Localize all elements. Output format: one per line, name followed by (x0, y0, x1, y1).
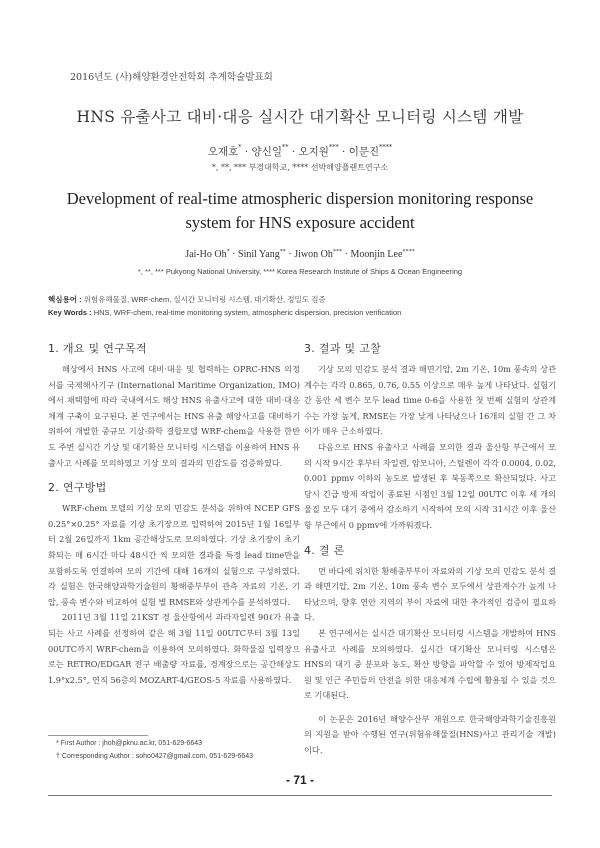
conference-header: 2016년도 (사)해양환경안전학회 추계학술발표회 (70, 72, 273, 83)
author-separator: · (285, 249, 295, 260)
author-mark: * (226, 247, 230, 255)
author-mark: *** (332, 247, 343, 255)
section-heading: 1. 개요 및 연구목적 (48, 342, 147, 355)
title-korean: HNS 유출사고 대비·대응 실시간 대기확산 모니터링 시스템 개발 (76, 108, 524, 126)
footnote-first-author: * First Author : jhoh@pknu.ac.kr, 051-629-6643 (56, 740, 203, 747)
author-name: Jai-Ho Oh (185, 249, 227, 260)
keywords-korean (48, 294, 326, 305)
paragraph: 기상 모의 민감도 분석 결과 해면기압, 2m 기온, 10m 풍속의 상관계수는 각각 0.865, 0.76, 0.55 이상으로 매우 높게 나타났다. 실험기간 동안 세 변수 모두 lead time 0-6을 사용한 첫 번째 실험의 상관계수는 가장 높게, RMSE는 가장 낮게 나타났으나 16개의 실험 간 그 차이가 매우 근소하였다. (304, 364, 556, 437)
paragraph: WRF-chem 모델의 기상 모의 민감도 분석을 위하여 NCEP GFS 0.25°×0.25° 자료를 기상 초기장으로 입력하여 2015년 1월 16일부터 2월 26일까지 1km 공간해상도로 모의하였다. 기상 초기장이 초기화되는 매 6시간 마다 48시간 씩 모의한 결과를 특정 lead time만을 포함하도록 연결하여 모의 기간에 대해 16개의 실험으로 구성하였다. 각 실험은 한국해양과학기술원의 황해중부부이 관측 자료의 기온, 기압, 풍속 변수와 비교하여 실험 별 RMSE와 상관계수를 분석하였다. (48, 503, 300, 607)
author-name: 오지원 (298, 146, 329, 158)
page-number: - 71 - (285, 773, 314, 787)
title-english: Development of real-time atmospheric dispersion monitoring response system for HNS exposure accident (66, 189, 534, 232)
section-heading: 2. 연구방법 (48, 481, 107, 495)
author-name: Sinil Yang (238, 249, 280, 260)
right-column (304, 340, 556, 759)
author-separator: · (229, 249, 239, 260)
author-name: Moonjin Lee (350, 249, 403, 260)
author-name: 이문진 (348, 146, 380, 158)
author-separator: · (241, 146, 252, 158)
keywords-label: 핵심용어 : (48, 295, 82, 304)
acknowledgement: 이 논문은 2016년 해양수산부 재원으로 한국해양과학기술진흥원의 지원을 받아 수행된 연구(위험유해물질(HNS)사고 관리기술 개발)이다. (304, 713, 556, 756)
author-mark: ** (279, 247, 286, 255)
author-separator: · (288, 146, 299, 158)
affiliation-english: *, **, *** Pukyong National University, **** Korea Research Institute of Ships & Ocean Engineering (137, 267, 463, 276)
author-mark: *** (328, 142, 339, 151)
author-separator: · (342, 249, 351, 260)
authors-english (0, 249, 600, 260)
keywords-label: Key Words : (48, 308, 92, 317)
author-mark: **** (402, 247, 415, 255)
section-heading: 3. 결과 및 고찰 (304, 342, 382, 355)
footnote-corresponding-author: † Corresponding Author : soho0427@gmail.com, 051-629-6643 (56, 753, 254, 760)
author-mark: ** (281, 142, 289, 151)
section-heading: 4. 결 론 (304, 543, 345, 557)
keywords-english (48, 308, 401, 317)
left-column (48, 340, 300, 688)
paragraph: 본 연구에서는 실시간 대기확산 모니터링 시스템을 개발하여 HNS 유출사고 사례를 모의하였다. 실시간 대기확산 모니터링 시스템은 HNS의 대기 중 분포와 농도, 확산 방향을 파악할 수 있어 방제작업요원 및 인근 주민들의 안전을 위한 대응체계 수립에 활용될 수 있을 것으로 기대된다. (304, 627, 556, 701)
author-mark: **** (379, 142, 393, 151)
paragraph: 먼 바다에 위치한 황해중부부이 자료와의 기상 모의 민감도 분석 결과 해면기압, 2m 기온, 10m 풍속 변수 모두에서 상관계수가 높게 나타났으며, 향후 연안 지역의 부이 자료에 대한 추가적인 검증이 필요하다. (304, 565, 556, 623)
keywords-text: 위험유해물질, WRF-chem, 실시간 모니터링 시스템, 대기확산, 정밀도 검증 (81, 295, 326, 304)
author-name: 오재호 (207, 146, 239, 158)
authors-korean (0, 144, 600, 159)
paragraph: 다음으로 HNS 유출사고 사례를 모의한 결과 울산항 부근에서 모의 시작 9시간 후부터 자일렌, 암모니아, 스틸렌이 각각 0.0004, 0.02, 0.001 ppmv 이하의 농도로 발생된 후 북동쪽으로 확산되었다. 사고 당시 긴급 방제 작업이 종료된 시점인 3월 12일 00UTC 이후 세 개의 물질 모두 대기 중에서 감소하기 시작하여 모의 시작 31시간 이후 울산항 부근에서 0 ppmv에 가까워졌다. (304, 441, 557, 530)
author-mark: * (238, 142, 242, 151)
author-name: Jiwon Oh (294, 249, 333, 260)
author-name: 양신일 (251, 146, 282, 158)
affiliation-korean: *, **, *** 부경대학교, **** 선박해양플랜트연구소 (211, 163, 389, 172)
paragraph: 2011년 3월 11일 21KST 경 울산항에서 과라자일렌 90ℓ가 유출되는 사고 사례를 선정하여 같은 해 3월 11일 00UTC부터 3월 13일 00UTC까지 WRF-chem을 이용하여 모의하였다. 화학물질 입력장으로는 RETRO/EDGAR 전구 배출량 자료를, 경계장으로는 공간해상도 1.9°x2.5°, 연직 56층의 MOZART-4/GEOS-5 자료를 사용하였다. (48, 612, 300, 685)
paragraph: 해상에서 HNS 사고에 대비·대응 및 협력하는 OPRC-HNS 의정서를 국제해사기구 (International Maritime Organization, IMO)에서 채택함에 따라 국내에서도 해상 HNS 유출사고에 대한 대비·대응 체계 구축이 요구된다. 본 연구에서는 HNS 유출 해양사고를 대비하기 위하여 개발한 중규모 기상-화학 결합모델 WRF-chem을 사용한 한반도 주변 실시간 기상 및 대기확산 모니터링 시스템을 이용하여 HNS 유출사고 사례를 모의하였고 기상 모의 결과의 민감도를 검증하였다. (48, 364, 300, 468)
author-separator: · (338, 146, 349, 158)
bottom-rule (48, 795, 552, 796)
keywords-text: HNS, WRF-chem, real-time monitoring system, atmospheric dispersion, precision verification (91, 308, 402, 317)
footnote-rule (48, 735, 148, 736)
